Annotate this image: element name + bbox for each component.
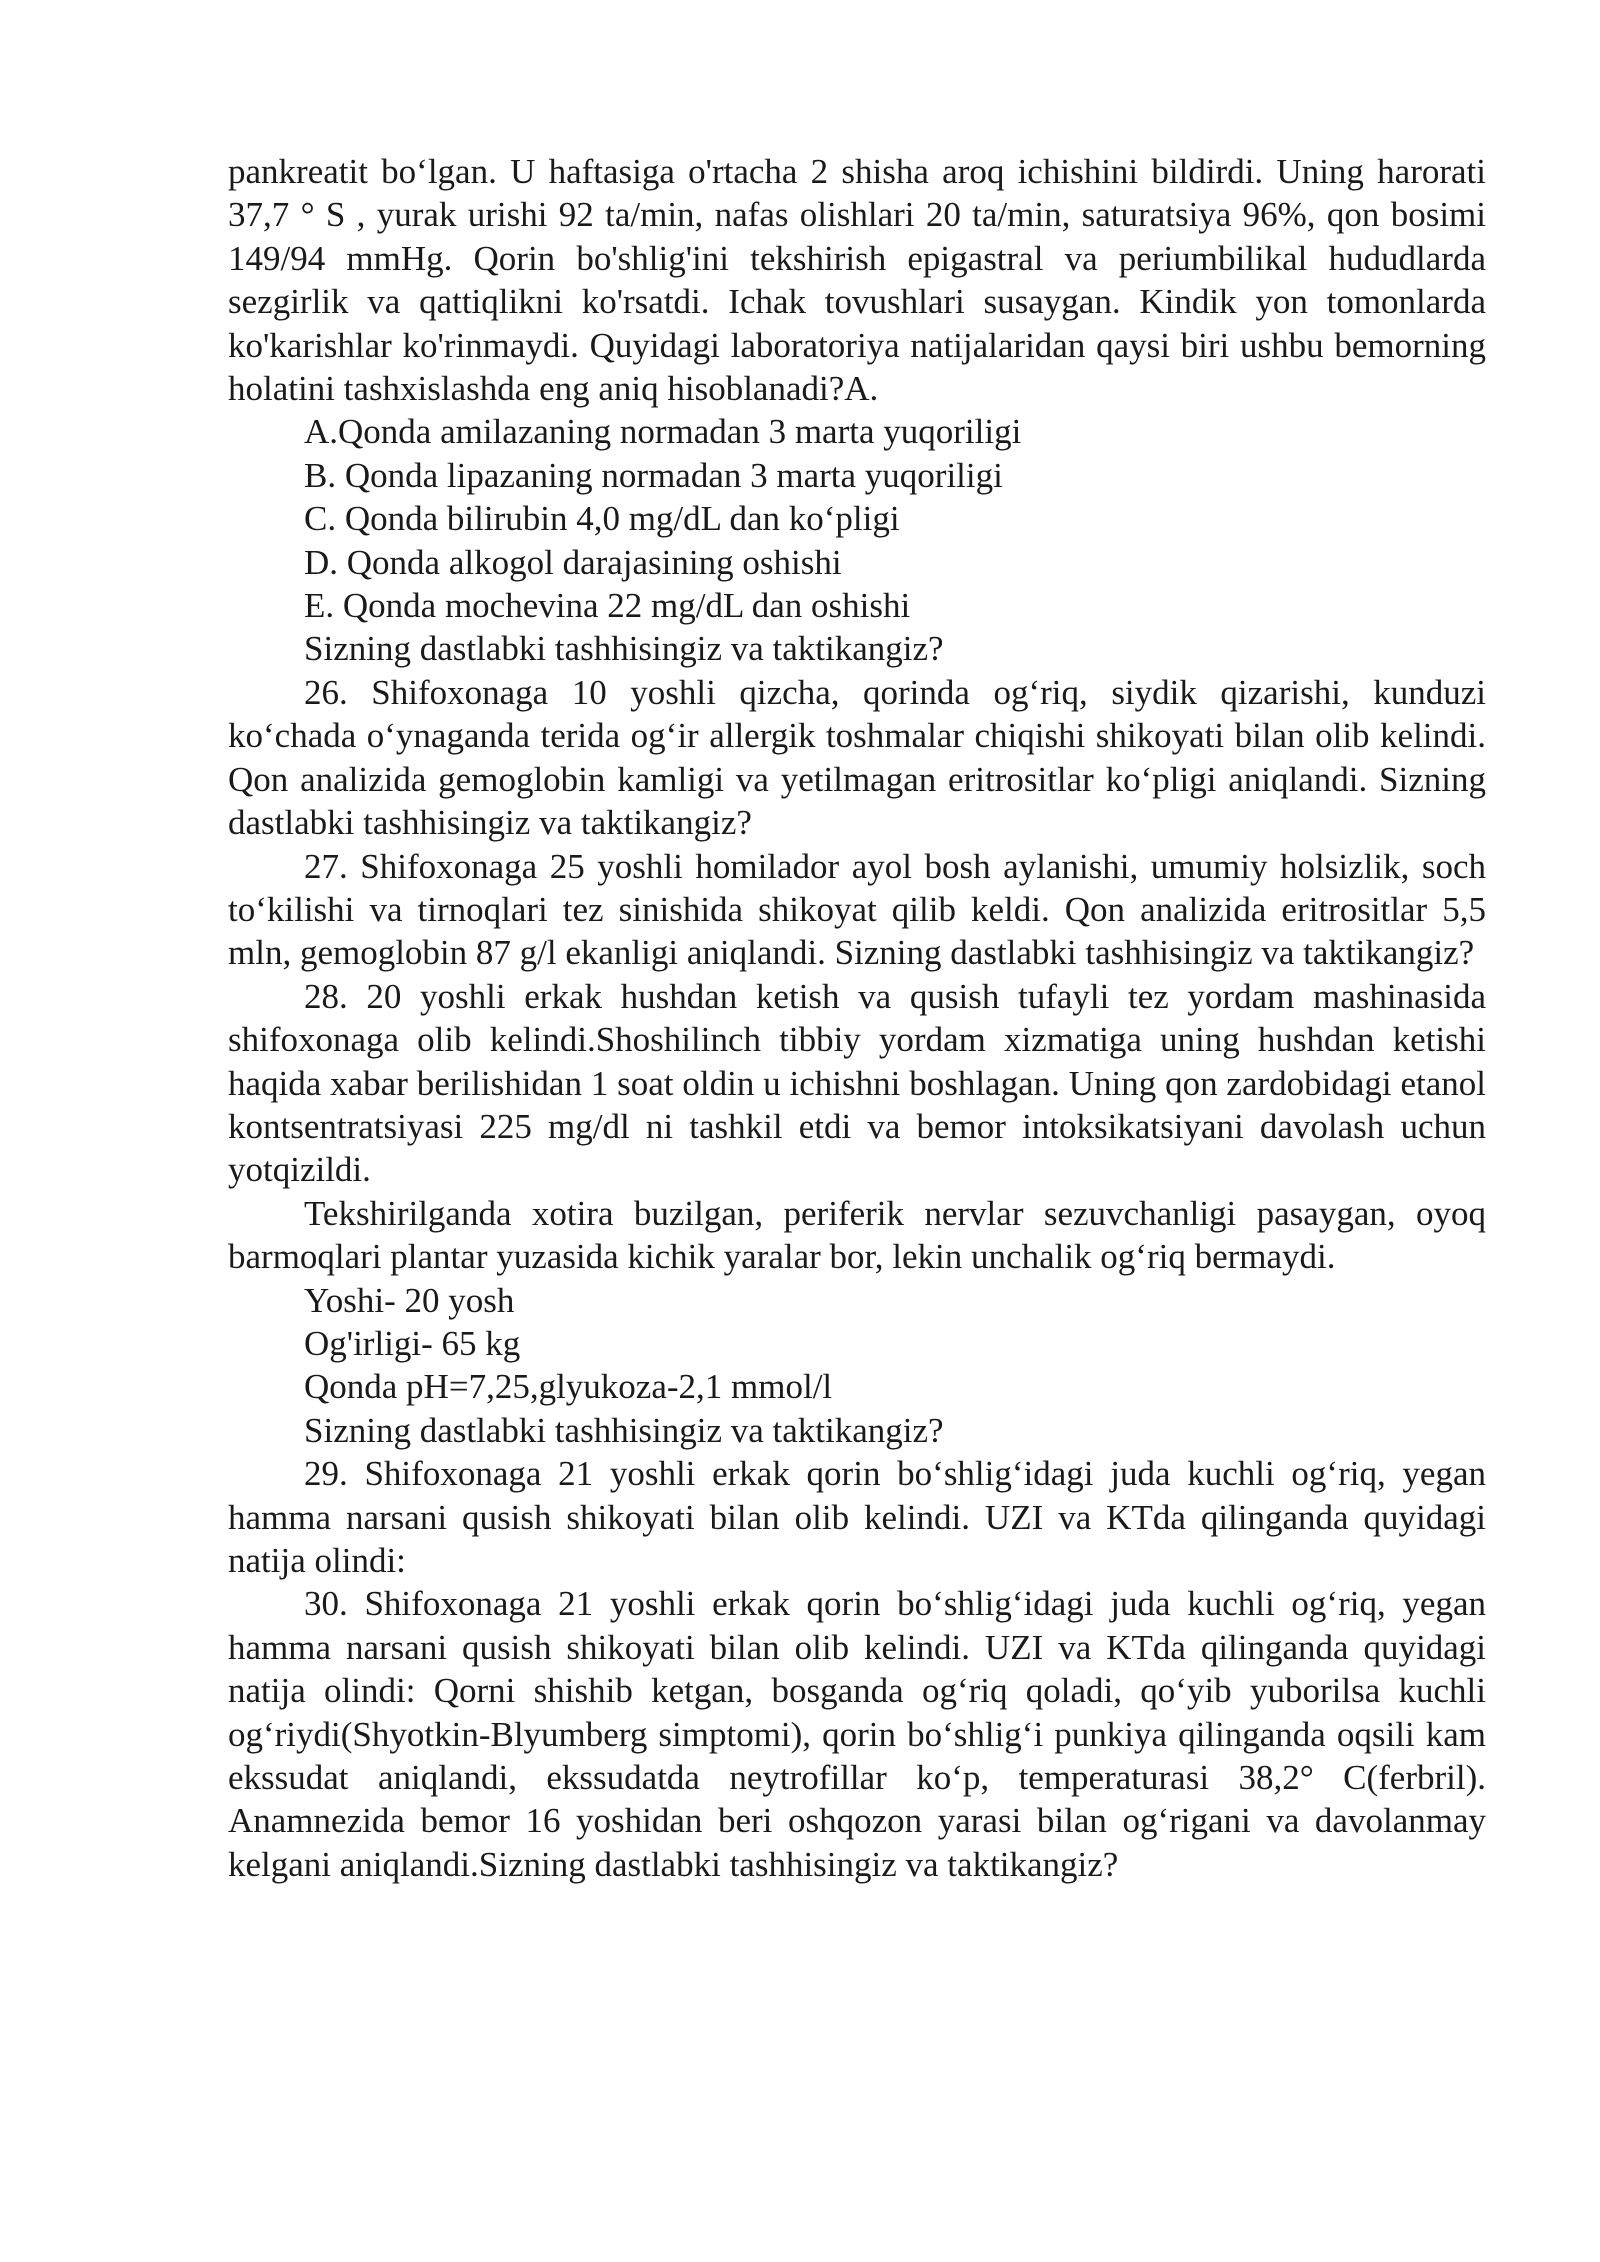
answer-option-e: E. Qonda mochevina 22 mg/dL dan oshishi: [304, 586, 911, 626]
case-28-question: Sizning dastlabki tashhisingiz va taktikangiz?: [304, 1410, 944, 1450]
document-page: [228, 150, 1486, 1886]
answer-option-b: B. Qonda lipazaning normadan 3 marta yuqoriligi: [304, 455, 1003, 495]
case-28-age: Yoshi- 20 yosh: [304, 1280, 515, 1320]
case-28-exam: Tekshirilganda xotira buzilgan, periferik nervlar sezuvchanligi pasaygan, oyoq barmoqlari plantar yuzasida kichik yaralar bor, lekin unchalik og‘riq bermaydi.: [228, 1193, 1486, 1277]
case-27: 27. Shifoxonaga 25 yoshli homilador ayol bosh aylanishi, umumiy holsizlik, soch to‘kilishi va tirnoqlari tez sinishida shikoyat qilib keldi. Qon analizida eritrositlar 5,5 mln, gemoglobin 87 g/l ekanligi aniqlandi. Sizning dastlabki tashhisingiz va taktikangiz?: [228, 846, 1486, 973]
case-28-weight: Og'irligi- 65 kg: [304, 1323, 521, 1363]
case-29: 29. Shifoxonaga 21 yoshli erkak qorin bo‘shlig‘idagi juda kuchli og‘riq, yegan hamma narsani qusish shikoyati bilan olib kelindi. UZI va KTda qilinganda quyidagi natija olindi:: [228, 1454, 1486, 1580]
answer-option-a: A.Qonda amilazaning normadan 3 marta yuqoriligi: [304, 412, 1022, 452]
answer-option-c: C. Qonda bilirubin 4,0 mg/dL dan ko‘pligi: [304, 499, 900, 539]
case-28: 28. 20 yoshli erkak hushdan ketish va qusish tufayli tez yordam mashinasida shifoxonaga olib kelindi.Shoshilinch tibbiy yordam xizmatiga uning hushdan ketishi haqida xabar berilishidan 1 soat oldin u ichishni boshlagan. Uning qon zardobidagi etanol kontsentratsiyasi 225 mg/dl ni tashkil etdi va bemor intoksikatsiyani davolash uchun yotqizildi.: [228, 976, 1486, 1190]
case-25-question: Sizning dastlabki tashhisingiz va taktikangiz?: [304, 629, 944, 669]
case-28-lab: Qonda pH=7,25,glyukoza-2,1 mmol/l: [304, 1367, 833, 1407]
case-30: 30. Shifoxonaga 21 yoshli erkak qorin bo‘shlig‘idagi juda kuchli og‘riq, yegan hamma narsani qusish shikoyati bilan olib kelindi. UZI va KTda qilinganda quyidagi natija olindi: Qorni shishib ketgan, bosganda og‘riq qoladi, qo‘yib yuborilsa kuchli og‘riydi(Shyotkin-Blyumberg simptomi), qorin bo‘shlig‘i punkiya qilinganda oqsili kam ekssudat aniqlandi, ekssudatda neytrofillar ko‘p, temperaturasi 38,2° C(ferbril). Anamnezida bemor 16 yoshidan beri oshqozon yarasi bilan og‘rigani va davolanmay kelgani aniqlandi.Sizning dastlabki tashhisingiz va taktikangiz?: [228, 1584, 1486, 1884]
case-25-intro: pankreatit bo‘lgan. U haftasiga o'rtacha 2 shisha aroq ichishini bildirdi. Uning harorati 37,7 ° S , yurak urishi 92 ta/min, nafas olishlari 20 ta/min, saturatsiya 96%, qon bosimi 149/94 mmHg. Qorin bo'shlig'ini tekshirish epigastral va periumbilikal hududlarda sezgirlik va qattiqlikni ko'rsatdi. Ichak tovushlari susaygan. Kindik yon tomonlarda ko'karishlar ko'rinmaydi. Quyidagi laboratoriya natijalaridan qaysi biri ushbu bemorning holatini tashxislashda eng aniq hisoblanadi?A.: [228, 152, 1486, 409]
answer-option-d: D. Qonda alkogol darajasining oshishi: [304, 542, 842, 582]
case-26: 26. Shifoxonaga 10 yoshli qizcha, qorinda og‘riq, siydik qizarishi, kunduzi ko‘chada o‘ynaganda terida og‘ir allergik toshmalar chiqishi shikoyati bilan olib kelindi. Qon analizida gemoglobin kamligi va yetilmagan eritrositlar ko‘pligi aniqlandi. Sizning dastlabki tashhisingiz va taktikangiz?: [228, 672, 1486, 843]
